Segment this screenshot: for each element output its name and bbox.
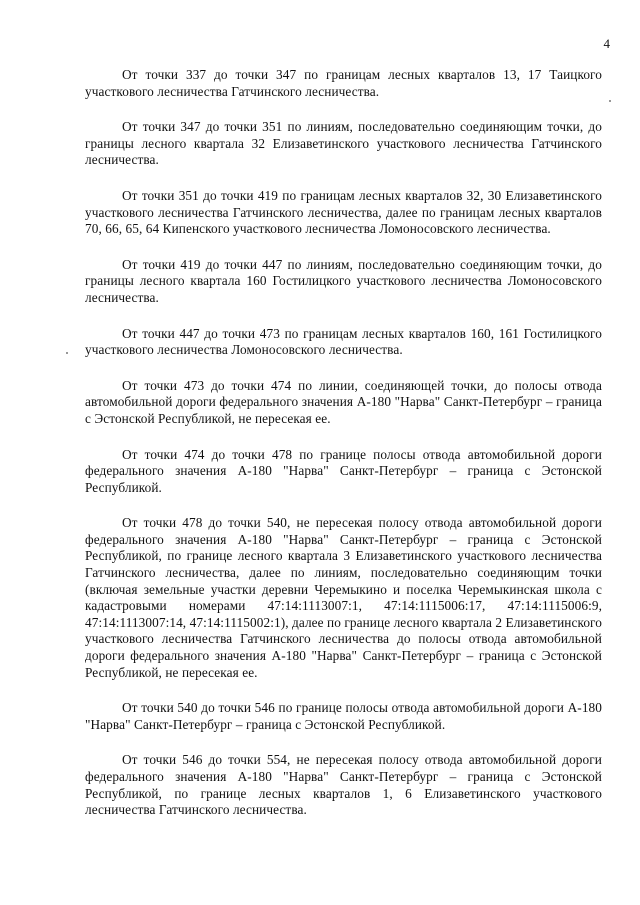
- paragraph: От точки 474 до точки 478 по границе полосы отвода автомобильной дороги федерального значения А-180 "Нарва" Санкт-Петербург – граница с Эстонской Республикой.: [85, 446, 602, 495]
- document-body: [85, 67, 602, 819]
- paragraph: От точки 540 до точки 546 по границе полосы отвода автомобильной дороги А-180 "Нарва" Санкт-Петербург – граница с Эстонской Республикой.: [85, 700, 602, 732]
- paragraph: От точки 473 до точки 474 по линии, соединяющей точки, до полосы отвода автомобильной дороги федерального значения А-180 "Нарва" Санкт-Петербург – граница с Эстонской Республикой, не пересекая ее.: [85, 377, 602, 426]
- paragraph: От точки 351 до точки 419 по границам лесных кварталов 32, 30 Елизаветинского участкового лесничества Гатчинского лесничества, далее по границам лесных кварталов 70, 66, 65, 64 Кипенского участкового лесничества Ломоносовского лесничества.: [85, 187, 602, 237]
- paragraph: От точки 447 до точки 473 по границам лесных кварталов 160, 161 Гостилицкого участкового лесничества Ломоносовского лесничества.: [85, 325, 602, 358]
- paragraph: От точки 419 до точки 447 по линиям, последовательно соединяющим точки, до границы лесного квартала 160 Гостилицкого участкового лесничества Ломоносовского лесничества.: [85, 256, 602, 305]
- paragraph: От точки 337 до точки 347 по границам лесных кварталов 13, 17 Таицкого участкового лесничества Гатчинского лесничества.: [85, 67, 602, 99]
- paragraph: От точки 478 до точки 540, не пересекая полосу отвода автомобильной дороги федерального значения А-180 "Нарва" Санкт-Петербург – граница с Эстонской Республикой, по границе лесного квартала 3 Елизаветинского участкового лесничества Гатчинского лесничества, далее по линиям, последовательно соединяющим точки (включая земельные участки деревни Черемыкино и поселка Черемыкинская школа с кадастровыми номерами 47:14:1113007:1, 47:14:1115006:17, 47:14:1115006:9, 47:14:1113007:14, 47:14:1115002:1), далее по границе лесного квартала 2 Елизаветинского участкового лесничества Гатчинского лесничества до полосы отвода автомобильной дороги федерального значения А-180 "Нарва" Санкт-Петербург – граница с Эстонской Республикой, не пересекая ее.: [85, 515, 602, 680]
- paragraph: От точки 546 до точки 554, не пересекая полосу отвода автомобильной дороги федерального значения А-180 "Нарва" Санкт-Петербург – граница с Эстонской Республикой, по границе лесных кварталов 1, 6 Елизаветинского участкового лесничества Гатчинского лесничества.: [85, 752, 602, 818]
- page-number: 4: [603, 36, 610, 51]
- scan-speck: [609, 100, 611, 102]
- scan-speck: [66, 352, 68, 354]
- paragraph: От точки 347 до точки 351 по линиям, последовательно соединяющим точки, до границы лесного квартала 32 Елизаветинского участкового лесничества Гатчинского лесничества.: [85, 119, 602, 168]
